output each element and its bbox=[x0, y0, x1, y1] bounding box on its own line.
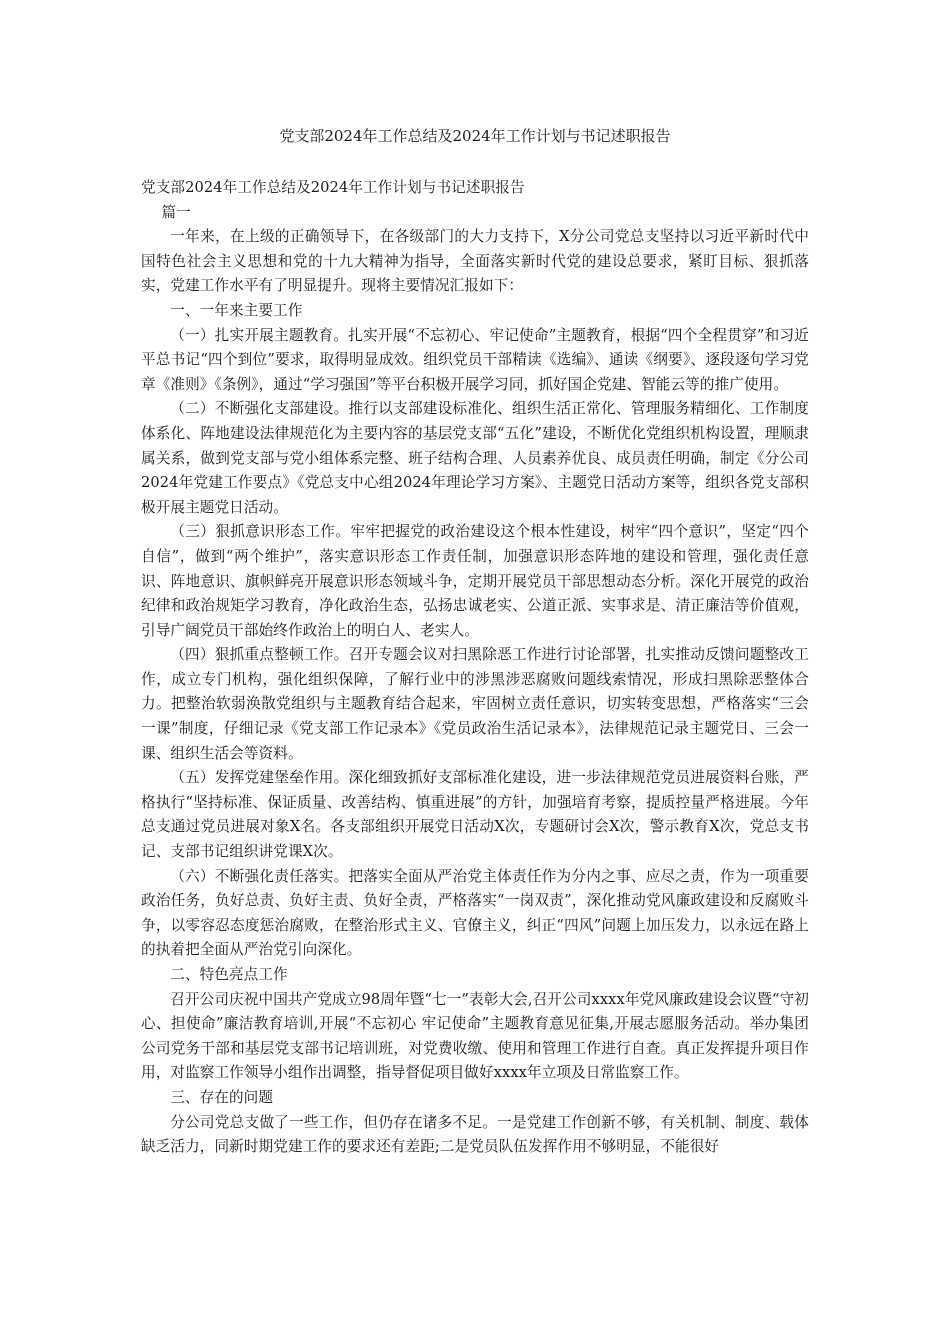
section-heading-1: 一、一年来主要工作 bbox=[170, 301, 303, 319]
document-title: 党支部2024年工作总结及2024年工作计划与书记述职报告 bbox=[279, 127, 671, 145]
paragraph-item-5: （五）发挥党建堡垒作用。深化细致抓好支部标准化建设，进一步法律规范党员进展资料台账，严格执行“坚持标准、保证质量、改善结构、慎重进展”的方针，加强培育考察，提质控量严格进展。今年总支通过党员进展对象X名。各支部组织开展党日活动X次，专题研讨会X次，警示教育X次，党总支书记、支部书记组织讲党课X次。 bbox=[141, 769, 809, 861]
section-2-paragraph: 召开公司庆祝中国共产党成立98周年暨“七一”表彰大会,召开公司xxxx年党风廉政建设会议暨“守初心、担使命”廉洁教育培训,开展“不忘初心 牢记使命”主题教育意见征集,开展志愿服务活动。举办集团公司党务干部和基层党支部书记培训班，对党费收缴、使用和管理工作进行自查。真正发挥提升项目作用，对监察工作领导小组作出调整，指导督促项目做好xxxx年立项及日常监察工作。 bbox=[141, 990, 809, 1082]
paragraph-item-3: （三）狠抓意识形态工作。牢牢把握党的政治建设这个根本性建设，树牢“四个意识”，坚定“四个自信”，做到“两个维护”，落实意识形态工作责任制，加强意识形态阵地的建设和管理，强化责任意识、阵地意识、旗帜鲜亮开展意识形态领域斗争，定期开展党员干部思想动态分析。深化开展党的政治纪律和政治规矩学习教育，净化政治生态，弘扬忠诚老实、公道正派、实事求是、清正廉洁等价值观，引导广阔党员干部始终作政治上的明白人、老实人。 bbox=[141, 523, 809, 639]
section-heading-3: 三、存在的问题 bbox=[170, 1088, 274, 1106]
paragraph-item-4: （四）狠抓重点整顿工作。召开专题会议对扫黑除恶工作进行讨论部署，扎实推动反馈问题整改工作，成立专门机构，强化组织保障，了解行业中的涉黑涉恶腐败问题线索情况，形成扫黑除恶整体合力。把整治软弱涣散党组织与主题教育结合起来，牢固树立责任意识，切实转变思想，严格落实“三会一课”制度，仔细记录《党支部工作记录本》《党员政治生活记录本》，法律规范记录主题党日、三会一课、组织生活会等资料。 bbox=[141, 646, 809, 762]
section-3-paragraph: 分公司党总支做了一些工作，但仍存在诸多不足。一是党建工作创新不够，有关机制、制度、载体缺乏活力，同新时期党建工作的要求还有差距;二是党员队伍发挥作用不够明显，不能很好 bbox=[141, 1113, 809, 1156]
paragraph-item-1: （一）扎实开展主题教育。扎实开展“不忘初心、牢记使命”主题教育，根据“四个全程贯穿”和习近平总书记“四个到位”要求，取得明显成效。组织党员干部精读《选编》、通读《纲要》、逐段逐句学习党章《准则》《条例》，通过“学习强国”等平台积极开展学习同，抓好国企党建、智能云等的推广使用。 bbox=[141, 326, 809, 393]
section-heading-2: 二、特色亮点工作 bbox=[170, 966, 288, 983]
document-body bbox=[141, 176, 809, 1160]
part-label: 篇一 bbox=[161, 203, 191, 221]
paragraph-item-6: （六）不断强化责任落实。把落实全面从严治党主体责任作为分内之事、应尽之责，作为一项重要政治任务，负好总责、负好主责、负好全责，严格落实“一岗双责”，深化推动党风廉政建设和反腐败斗争，以零容忍态度惩治腐败，在整治形式主义、官僚主义，纠正“四风”问题上加压发力，以永远在路上的执着把全面从严治党引向深化。 bbox=[141, 867, 809, 959]
document-subtitle: 党支部2024年工作总结及2024年工作计划与书记述职报告 bbox=[141, 179, 525, 196]
paragraph-item-2: （二）不断强化支部建设。推行以支部建设标准化、组织生活正常化、管理服务精细化、工作制度体系化、阵地建设法律规范化为主要内容的基层党支部“五化”建设，不断优化党组织机构设置，理顺隶属关系，做到党支部与党小组体系完整、班子结构合理、人员素养优良、成员责任明确，制定《分公司2024年党建工作要点》《党总支中心组2024年理论学习方案》、主题党日活动方案等，组织各党支部积极开展主题党日活动。 bbox=[141, 400, 809, 516]
intro-paragraph: 一年来，在上级的正确领导下，在各级部门的大力支持下，X分公司党总支坚持以习近平新时代中国特色社会主义思想和党的十九大精神为指导，全面落实新时代党的建设总要求，紧盯目标、狠抓落实，党建工作水平有了明显提升。现将主要情况汇报如下： bbox=[141, 228, 809, 295]
